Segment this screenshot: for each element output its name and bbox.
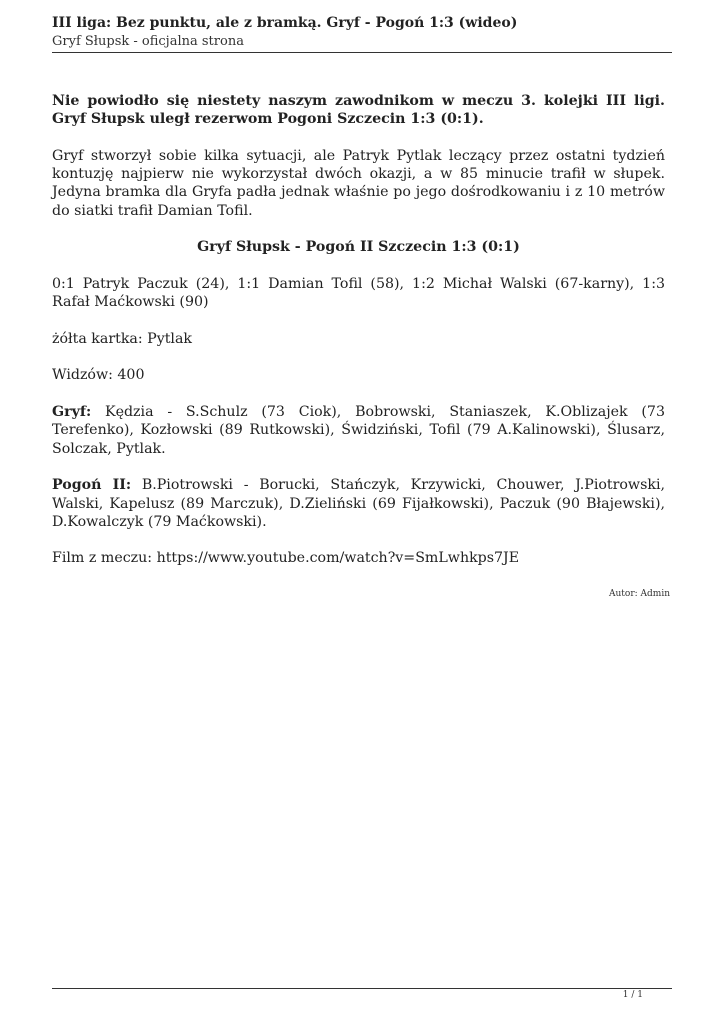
header-divider bbox=[52, 52, 672, 53]
gryf-lineup-paragraph bbox=[52, 403, 665, 458]
article-lead: Nie powiodło się niestety naszym zawodnikom w meczu 3. kolejki III ligi. Gryf Słupsk uległ rezerwom Pogoni Szczecin 1:3 (0:1). bbox=[52, 93, 665, 128]
document-header bbox=[52, 14, 672, 50]
match-heading: Gryf Słupsk - Pogoń II Szczecin 1:3 (0:1) bbox=[197, 239, 520, 256]
pogon-label: Pogoń II: bbox=[52, 477, 132, 494]
page-number: 1 / 1 bbox=[622, 990, 643, 1000]
film-link-line: Film z meczu: https://www.youtube.com/watch?v=SmLwhkps7JE bbox=[52, 550, 520, 567]
article-body bbox=[52, 92, 665, 586]
site-name: Gryf Słupsk - oficjalna strona bbox=[52, 34, 244, 49]
gryf-lineup: Kędzia - S.Schulz (73 Ciok), Bobrowski, Staniaszek, K.Oblizajek (73 Terefenko), Kozłowski (89 Rutkowski), Świdziński, Tofil (79 A.Kalinowski), Ślusarz, Solczak, Pytlak. bbox=[52, 404, 665, 457]
pogon-lineup-paragraph bbox=[52, 476, 665, 531]
pogon-lineup: B.Piotrowski - Borucki, Stańczyk, Krzywicki, Chouwer, J.Piotrowski, Walski, Kapelusz (89 Marczuk), D.Zieliński (69 Fijałkowski), Paczuk (90 Błajewski), D.Kowalczyk (79 Maćkowski). bbox=[52, 477, 665, 530]
gryf-label: Gryf: bbox=[52, 404, 92, 421]
goals-list: 0:1 Patryk Paczuk (24), 1:1 Damian Tofil (58), 1:2 Michał Walski (67-karny), 1:3 Rafał Maćkowski (90) bbox=[52, 275, 665, 311]
page-title: III liga: Bez punktu, ale z bramką. Gryf - Pogoń 1:3 (wideo) bbox=[52, 15, 518, 31]
yellow-card-line: żółta kartka: Pytlak bbox=[52, 330, 193, 347]
article-intro: Gryf stworzył sobie kilka sytuacji, ale Patryk Pytlak leczący przez ostatni tydzień kontuzję najpierw nie wykorzystał dwóch okazji, a w 85 minucie trafił w słupek. Jedyna bramka dla Gryfa padła jednak właśnie po jego dośrodkowaniu i z 10 metrów do siatki trafił Damian Tofil. bbox=[52, 147, 665, 219]
attendance-line: Widzów: 400 bbox=[52, 367, 145, 384]
footer-divider bbox=[52, 988, 672, 989]
author-credit: Autor: Admin bbox=[609, 589, 670, 599]
